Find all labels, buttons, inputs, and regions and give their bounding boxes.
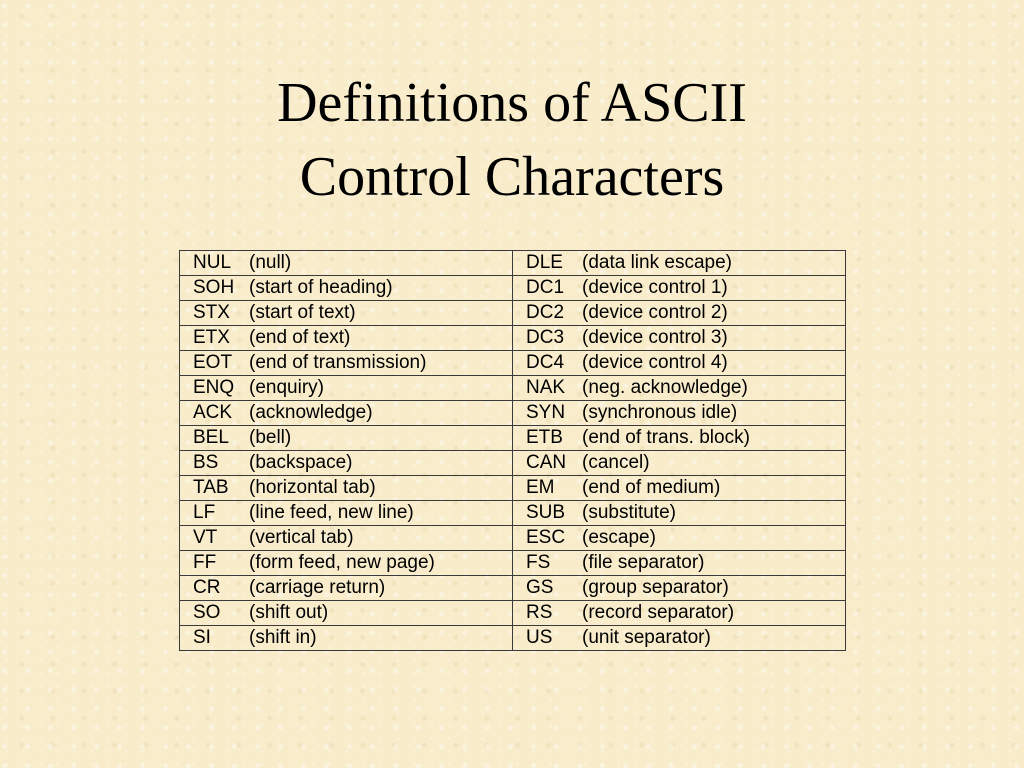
control-code: ETX <box>193 327 230 348</box>
table-row <box>180 376 846 401</box>
table-cell-right <box>513 401 846 426</box>
control-description: (end of transmission) <box>249 352 427 373</box>
table-cell-right <box>513 426 846 451</box>
table-cell-left <box>180 551 513 576</box>
table-cell-left <box>180 301 513 326</box>
table-cell-left <box>180 501 513 526</box>
control-code: EM <box>526 477 555 498</box>
table-cell-right <box>513 326 846 351</box>
control-description: (device control 2) <box>582 302 728 323</box>
control-description: (shift out) <box>249 602 329 623</box>
control-code: ENQ <box>193 377 235 398</box>
control-description: (form feed, new page) <box>249 552 435 573</box>
control-code: DC4 <box>526 352 565 373</box>
control-description: (horizontal tab) <box>249 477 376 498</box>
table-cell-right <box>513 351 846 376</box>
control-code: US <box>526 627 553 648</box>
control-description: (start of heading) <box>249 277 393 298</box>
control-code: VT <box>193 527 218 548</box>
table-cell-right <box>513 301 846 326</box>
table-cell-right <box>513 451 846 476</box>
table-cell-left <box>180 326 513 351</box>
control-description: (vertical tab) <box>249 527 354 548</box>
control-code: STX <box>193 302 230 323</box>
control-description: (device control 3) <box>582 327 728 348</box>
table-row <box>180 576 846 601</box>
table-row <box>180 251 846 276</box>
control-description: (enquiry) <box>249 377 324 398</box>
control-code: SOH <box>193 277 235 298</box>
ascii-control-table <box>179 250 846 651</box>
table-cell-right <box>513 501 846 526</box>
table-cell-left <box>180 451 513 476</box>
control-code: GS <box>526 577 554 598</box>
control-description: (synchronous idle) <box>582 402 738 423</box>
table-cell-left <box>180 251 513 276</box>
control-description: (file separator) <box>582 552 705 573</box>
table-row <box>180 626 846 651</box>
control-code: SYN <box>526 402 566 423</box>
table-cell-right <box>513 626 846 651</box>
control-description: (carriage return) <box>249 577 386 598</box>
control-description: (device control 4) <box>582 352 728 373</box>
control-description: (bell) <box>249 427 292 448</box>
control-description: (end of text) <box>249 327 351 348</box>
control-code: EOT <box>193 352 233 373</box>
control-code: DC1 <box>526 277 565 298</box>
control-description: (data link escape) <box>582 252 732 273</box>
control-description: (end of medium) <box>582 477 721 498</box>
control-description: (end of trans. block) <box>582 427 750 448</box>
control-code: CAN <box>526 452 567 473</box>
table-cell-right <box>513 276 846 301</box>
control-description: (substitute) <box>582 502 676 523</box>
table-cell-left <box>180 401 513 426</box>
control-description: (unit separator) <box>582 627 711 648</box>
table-cell-left <box>180 626 513 651</box>
table-row <box>180 276 846 301</box>
table-row <box>180 601 846 626</box>
control-code: BS <box>193 452 219 473</box>
control-description: (group separator) <box>582 577 729 598</box>
control-description: (neg. acknowledge) <box>582 377 748 398</box>
table-cell-right <box>513 376 846 401</box>
control-code: CR <box>193 577 221 598</box>
control-description: (null) <box>249 252 292 273</box>
table-row <box>180 301 846 326</box>
control-code: TAB <box>193 477 229 498</box>
title-line-1: Definitions of ASCII <box>277 72 747 134</box>
control-code: DLE <box>526 252 563 273</box>
slide-title <box>0 66 1024 214</box>
table-cell-left <box>180 601 513 626</box>
control-description: (start of text) <box>249 302 356 323</box>
control-description: (shift in) <box>249 627 317 648</box>
table-cell-right <box>513 526 846 551</box>
table-row <box>180 451 846 476</box>
table-cell-left <box>180 276 513 301</box>
table-row <box>180 326 846 351</box>
title-line-2: Control Characters <box>299 146 725 208</box>
control-description: (device control 1) <box>582 277 728 298</box>
table-row <box>180 426 846 451</box>
table-cell-left <box>180 526 513 551</box>
control-code: NUL <box>193 252 232 273</box>
table-cell-left <box>180 476 513 501</box>
control-code: SO <box>193 602 221 623</box>
control-code: LF <box>193 502 216 523</box>
control-code: DC3 <box>526 327 565 348</box>
control-code: SI <box>193 627 211 648</box>
table-row <box>180 551 846 576</box>
table-row <box>180 401 846 426</box>
control-description: (acknowledge) <box>249 402 373 423</box>
table-cell-left <box>180 426 513 451</box>
table-cell-right <box>513 476 846 501</box>
table-cell-right <box>513 576 846 601</box>
table-row <box>180 501 846 526</box>
control-code: RS <box>526 602 553 623</box>
table-cell-left <box>180 351 513 376</box>
table-cell-right <box>513 601 846 626</box>
control-code: NAK <box>526 377 566 398</box>
table-cell-left <box>180 576 513 601</box>
control-description: (cancel) <box>582 452 650 473</box>
table-cell-right <box>513 551 846 576</box>
table-row <box>180 351 846 376</box>
control-code: ACK <box>193 402 233 423</box>
table-cell-left <box>180 376 513 401</box>
control-description: (record separator) <box>582 602 735 623</box>
table-row <box>180 526 846 551</box>
table-cell-right <box>513 251 846 276</box>
control-description: (backspace) <box>249 452 353 473</box>
control-description: (line feed, new line) <box>249 502 414 523</box>
control-code: DC2 <box>526 302 565 323</box>
control-code: FF <box>193 552 217 573</box>
control-code: ETB <box>526 427 563 448</box>
control-description: (escape) <box>582 527 656 548</box>
control-code: ESC <box>526 527 566 548</box>
control-code: BEL <box>193 427 229 448</box>
control-code: SUB <box>526 502 566 523</box>
table-row <box>180 476 846 501</box>
control-code: FS <box>526 552 551 573</box>
